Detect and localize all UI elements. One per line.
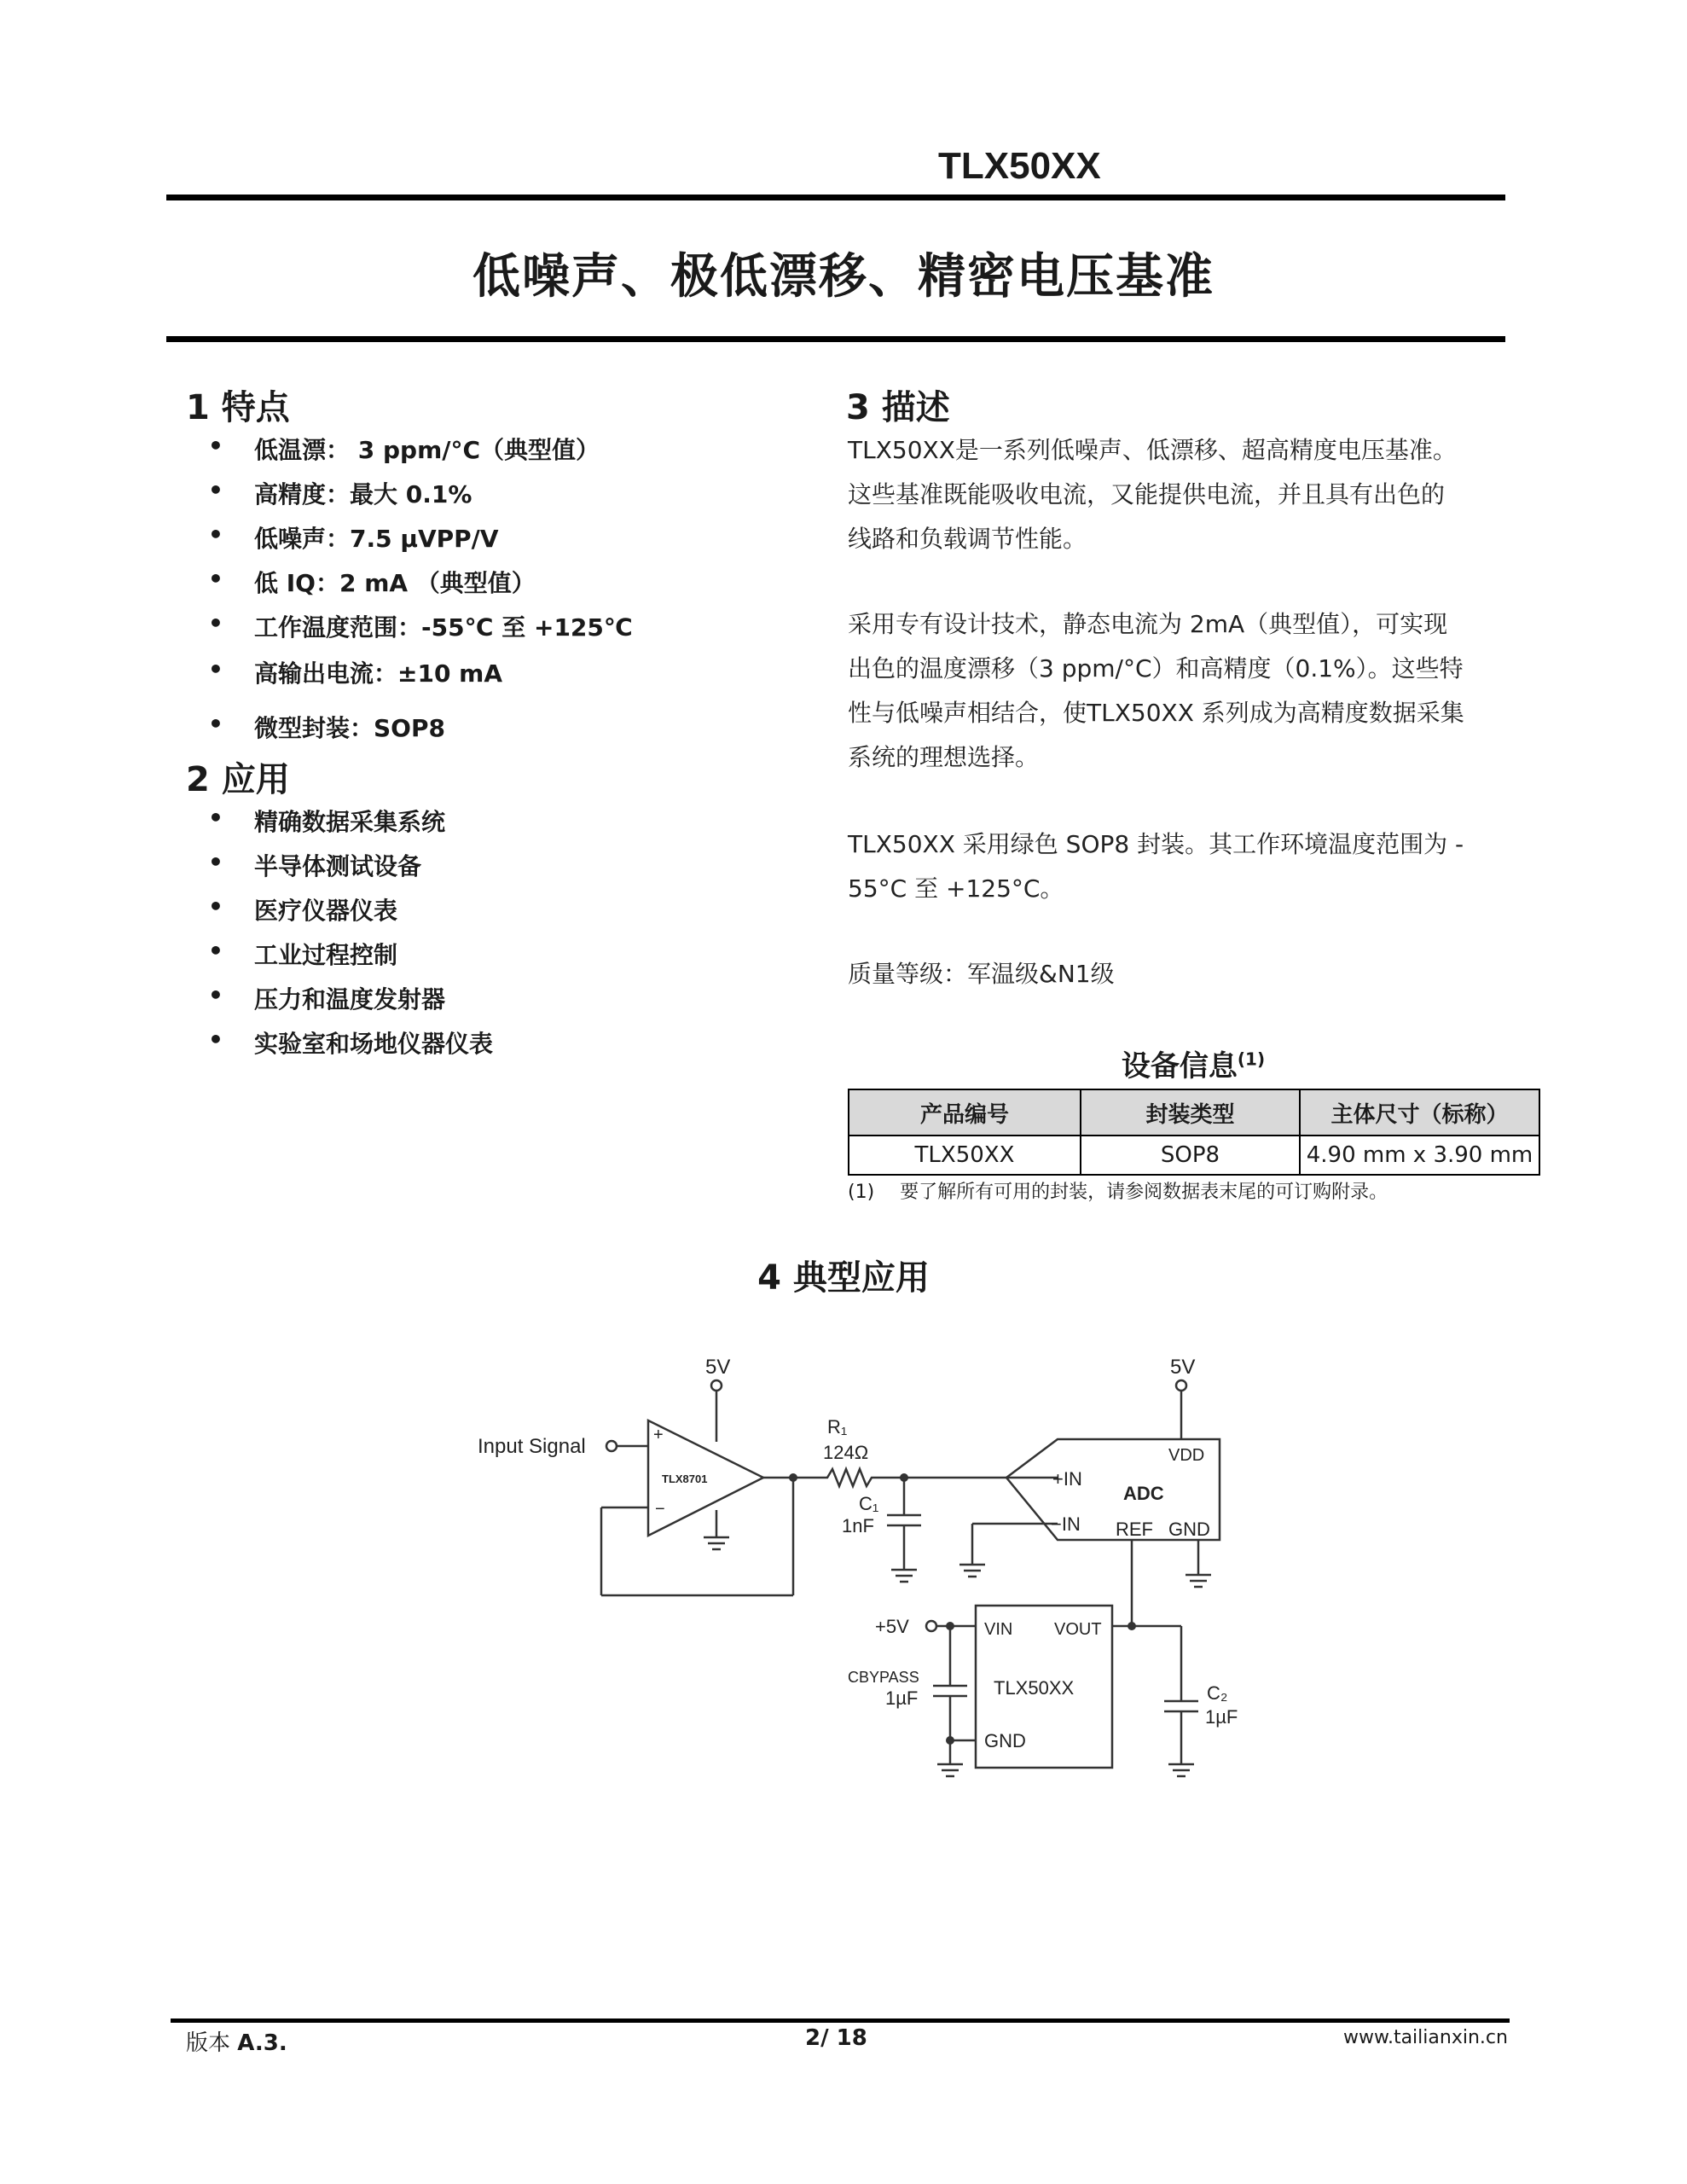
header-part-number: TLX50XX <box>938 145 1101 187</box>
svg-text:R₁: R₁ <box>827 1416 848 1438</box>
svg-text:C₂: C₂ <box>1207 1682 1228 1704</box>
svg-text:−: − <box>655 1500 665 1519</box>
typical-app-heading: 4 典型应用 <box>757 1258 930 1298</box>
svg-text:VIN: VIN <box>984 1620 1013 1639</box>
feature-item: • 高输出电流：±10 mA <box>208 655 503 688</box>
applications-heading: 2 应用 <box>186 760 290 799</box>
page-title: 低噪声、极低漂移、精密电压基准 <box>472 248 1215 305</box>
feature-item: • 微型封装：SOP8 <box>208 710 445 742</box>
application-item: • 压力和温度发射器 <box>208 981 446 1014</box>
svg-text:1µF: 1µF <box>885 1687 919 1709</box>
header-rule-top <box>166 195 1505 200</box>
feature-item: • 高精度：最大 0.1% <box>208 476 472 508</box>
application-item: • 实验室和场地仪器仪表 <box>208 1025 494 1058</box>
application-item: • 工业过程控制 <box>208 937 398 969</box>
supply-label: 5V <box>1170 1356 1196 1379</box>
svg-text:GND: GND <box>984 1730 1026 1751</box>
table-header-cell: 主体尺寸（标称） <box>1300 1089 1539 1136</box>
feature-item: • 低 IQ：2 mA （典型值） <box>208 565 536 597</box>
svg-text:124Ω: 124Ω <box>823 1442 869 1463</box>
svg-text:+5V: +5V <box>875 1616 909 1637</box>
table-cell: 4.90 mm x 3.90 mm <box>1300 1136 1539 1175</box>
footer-rule <box>171 2018 1510 2023</box>
features-heading: 1 特点 <box>186 388 290 427</box>
device-info-title: 设备信息$^{(1)}$ <box>1121 1048 1266 1083</box>
table-cell: TLX50XX <box>849 1136 1081 1175</box>
svg-text:+: + <box>653 1426 664 1444</box>
table-header-row <box>849 1089 1539 1136</box>
table-header-cell: 封装类型 <box>1081 1089 1300 1136</box>
svg-text:VDD: VDD <box>1168 1446 1205 1465</box>
svg-text:REF: REF <box>1116 1519 1153 1540</box>
application-item: • 医疗仪器仪表 <box>208 892 398 925</box>
svg-text:−IN: −IN <box>1051 1513 1081 1535</box>
feature-item: • 工作温度范围：-55℃ 至 +125℃ <box>208 609 633 642</box>
typical-application-schematic <box>461 1348 1313 1792</box>
footer-website: www.tailianxin.cn <box>1343 2027 1508 2048</box>
svg-text:GND: GND <box>1168 1519 1210 1540</box>
table-cell: SOP8 <box>1081 1136 1300 1175</box>
supply-label: 5V <box>705 1356 731 1379</box>
header-rule-bottom <box>166 336 1505 342</box>
adc-label: ADC <box>1123 1483 1164 1504</box>
device-info-table <box>848 1089 1540 1176</box>
reference-chip-label: TLX50XX <box>994 1677 1075 1699</box>
description-para-2: 采用专有设计技术，静态电流为 2mA（典型值），可实现 出色的温度漂移（3 ppm/°C）和高精度（0.1%）。这些特 性与低噪声相结合，使TLX50XX 系列成为高精度数据采集 系统的理想选择。 <box>848 610 1464 771</box>
footer-page-number: 2/ 18 <box>805 2025 867 2051</box>
footer-version: 版本 A.3. <box>186 2030 287 2056</box>
svg-text:1µF: 1µF <box>1205 1706 1238 1728</box>
opamp-label: TLX8701 <box>662 1472 708 1485</box>
svg-text:CBYPASS: CBYPASS <box>848 1669 919 1686</box>
description-heading: 3 描述 <box>846 388 950 427</box>
description-para-4: 质量等级：军温级&N1级 <box>848 960 1115 988</box>
table-row <box>849 1136 1539 1175</box>
table-header-cell: 产品编号 <box>849 1089 1081 1136</box>
svg-text:VOUT: VOUT <box>1054 1620 1102 1639</box>
svg-text:C₁: C₁ <box>859 1493 879 1514</box>
description-para-1: TLX50XX是一系列低噪声、低漂移、超高精度电压基准。 这些基准既能吸收电流，又能提供电流，并且具有出色的 线路和负载调节性能。 <box>848 436 1457 553</box>
svg-text:1nF: 1nF <box>842 1515 874 1536</box>
svg-text:+IN: +IN <box>1052 1468 1082 1490</box>
application-item: • 半导体测试设备 <box>208 848 422 880</box>
input-signal-label: Input Signal <box>478 1435 586 1458</box>
feature-item: • 低噪声：7.5 µVPP/V <box>208 520 499 553</box>
feature-item: • 低温漂： 3 ppm/°C（典型值） <box>208 432 600 464</box>
application-item: • 精确数据采集系统 <box>208 804 446 836</box>
description-para-3: TLX50XX 采用绿色 SOP8 封装。其工作环境温度范围为 - 55°C 至 +125°C。 <box>848 830 1464 903</box>
device-info-footnote: (1) 要了解所有可用的封装，请参阅数据表末尾的可订购附录。 <box>848 1182 1388 1203</box>
